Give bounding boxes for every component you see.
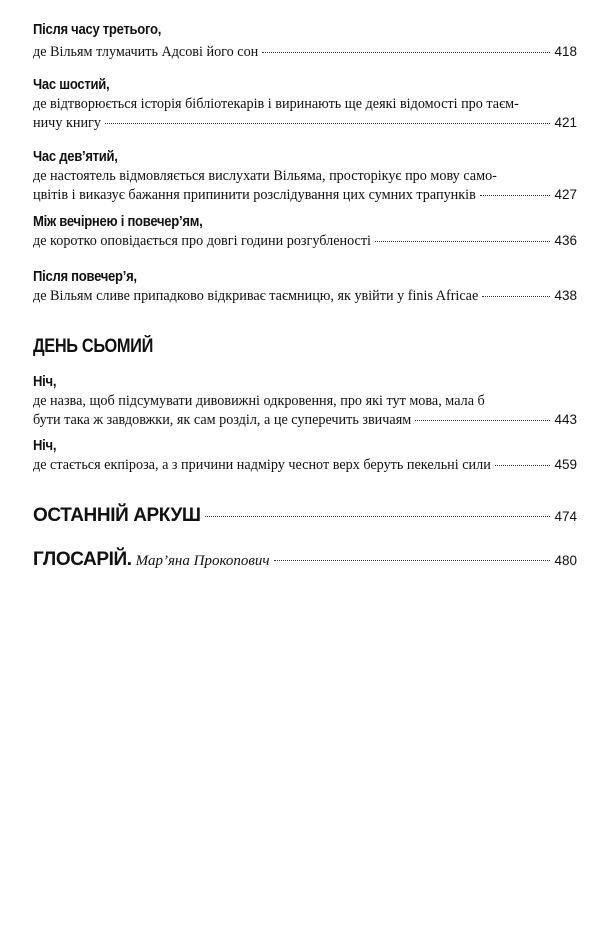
entry-leader-line <box>33 232 577 251</box>
page-number: 421 <box>554 114 577 130</box>
entry-desc-last: ничу книгу <box>33 114 101 131</box>
toc-entry[interactable] <box>33 373 577 429</box>
page-number: 427 <box>554 186 577 202</box>
toc-entry[interactable] <box>33 268 577 306</box>
leader-dots <box>415 420 550 421</box>
entry-leader-line <box>33 186 577 205</box>
entry-title: Після повечер’я, <box>33 269 137 285</box>
entry-leader-line <box>33 287 577 306</box>
entry-leader-line <box>33 505 577 527</box>
entry-desc-line: де відтворюється історія бібліотекарів і виринають ще деякі відомості про таєм- <box>33 96 519 112</box>
entry-title: Час шостий, <box>33 77 110 93</box>
entry-title: Після часу третього, <box>33 22 162 38</box>
toc-entry[interactable] <box>33 213 577 251</box>
entry-desc-line: де настоятель відмовляється вислухати Вільяма, просторікує про мову само- <box>33 168 497 184</box>
page-number: 459 <box>554 457 577 472</box>
entry-title: Ніч, <box>33 374 57 390</box>
page-number: 418 <box>554 44 577 59</box>
leader-dots <box>262 52 550 53</box>
entry-title: Час дев’ятий, <box>33 149 118 165</box>
toc-entry-last-leaf[interactable] <box>33 505 577 527</box>
leader-dots <box>482 296 550 297</box>
section-heading: ДЕНЬ СЬОМИЙ <box>33 336 153 357</box>
toc-entry[interactable] <box>33 76 577 132</box>
entry-leader-line <box>33 549 577 571</box>
entry-title: ГЛОСАРІЙ. <box>33 549 132 570</box>
entry-title: ОСТАННІЙ АРКУШ <box>33 505 201 526</box>
entry-desc-last: де Вільям сливе припадково відкриває таємницю, як увійти у finis Africae <box>33 288 479 304</box>
leader-dots <box>495 465 551 466</box>
page-number: 438 <box>554 288 577 303</box>
toc-entry[interactable] <box>33 437 577 475</box>
entry-leader-line <box>33 114 577 133</box>
leader-dots <box>480 195 551 196</box>
page-number: 436 <box>554 233 577 248</box>
entry-leader-line <box>33 456 577 475</box>
leader-dots <box>105 123 551 124</box>
page-number: 480 <box>554 553 577 568</box>
entry-leader-line <box>33 43 577 62</box>
toc-entry[interactable] <box>33 21 577 62</box>
toc-entry[interactable] <box>33 148 577 204</box>
entry-desc-last: де коротко оповідається про довгі години розгубленості <box>33 233 371 249</box>
leader-dots <box>205 516 551 517</box>
leader-dots <box>375 241 550 242</box>
entry-author: Мар’яна Прокопович <box>135 553 270 569</box>
entry-title: Між вечірнею і повечер’ям, <box>33 214 203 230</box>
leader-dots <box>274 560 551 561</box>
entry-title: Ніч, <box>33 438 57 454</box>
entry-desc-line: де назва, щоб підсумувати дивовижні одкровення, про які тут мова, мала б <box>33 393 485 409</box>
entry-desc-last: бути така ж завдовжки, як сам розділ, а це суперечить звичаям <box>33 411 412 428</box>
toc-entry-glossary[interactable] <box>33 549 577 571</box>
page-number: 443 <box>554 411 577 427</box>
entry-desc-last: цвітів і виказує бажання припинити розслідування цих сумних трапунків <box>33 186 476 203</box>
entry-desc-last: де Вільям тлумачить Адсові його сон <box>33 44 259 60</box>
entry-desc-last: де стається екпіроза, а з причини надміру чеснот верх беруть пекельні сили <box>33 457 491 473</box>
entry-leader-line <box>33 411 577 430</box>
page-number: 474 <box>554 509 577 524</box>
